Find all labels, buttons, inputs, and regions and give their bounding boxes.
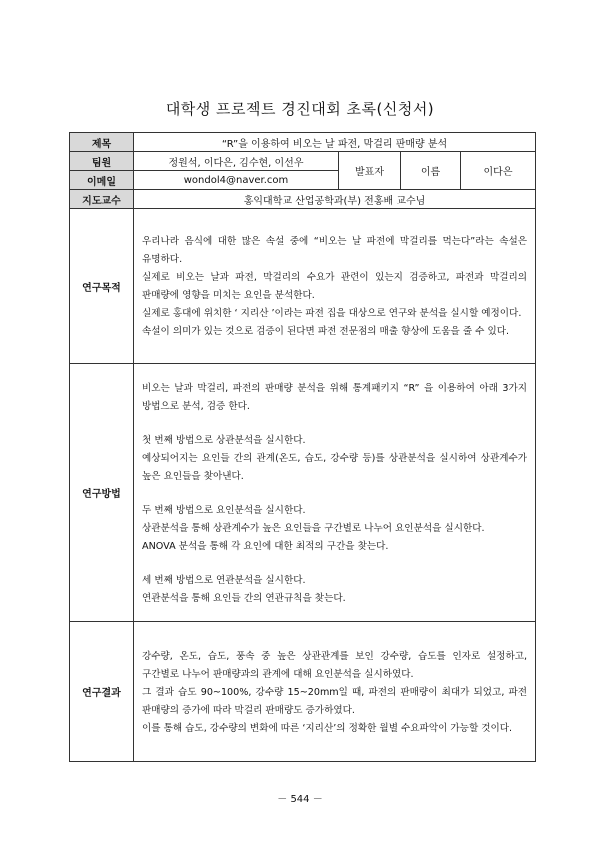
advisor-label: 지도교수 (70, 190, 134, 209)
purpose-paragraph: 속설이 의미가 있는 것으로 검증이 된다면 파전 전문점의 매출 향상에 도움을 줄 수 있다. (142, 326, 510, 337)
name-value: 이다은 (461, 152, 536, 190)
result-paragraph: 그 결과 습도 90~100%, 강수량 15~20mm일 때, 파전의 판매량이 최대가 되었고, 파전 판매량의 증가에 따라 막걸리 판매량도 증가하였다. (142, 686, 528, 716)
purpose-label: 연구목적 (70, 209, 134, 364)
method-label: 연구방법 (70, 364, 134, 622)
purpose-section (70, 209, 536, 364)
email-value: wondol4@naver.com (134, 171, 339, 190)
purpose-paragraph: 실제로 비오는 날과 파전, 막걸리의 수요가 관련이 있는지 검증하고, 파전과 막걸리의 판매량에 영향을 미치는 요인을 분석한다. (142, 272, 528, 301)
result-paragraph: 강수량, 온도, 습도, 풍속 중 높은 상관관계를 보인 강수량, 습도를 인자로 설정하고, 구간별로 나누어 판매량과의 관계에 대해 요인분석을 실시하였다. (142, 650, 528, 680)
method-paragraph: 첫 번째 방법으로 상관분석을 실시한다. (142, 434, 306, 446)
method-paragraph: 예상되어지는 요인들 간의 관계(온도, 습도, 강수량 등)를 상관분석을 실시하여 상관계수가 높은 요인들을 찾아낸다. (142, 452, 528, 482)
subject-label: 제목 (70, 133, 134, 152)
purpose-paragraph: 실제로 홍대에 위치한 ‘ 지리산 ’이라는 파전 집을 대상으로 연구와 분석을 실시할 예정이다. (142, 308, 522, 319)
purpose-body (134, 209, 536, 364)
application-form (69, 132, 536, 762)
email-label: 이메일 (70, 171, 134, 190)
result-label: 연구결과 (70, 622, 134, 762)
result-paragraph: 이를 통해 습도, 강수량의 변화에 따른 ‘지리산’의 정확한 월별 수요파악이 가능할 것이다. (142, 722, 513, 734)
team-value: 정원석, 이다은, 김수현, 이선우 (134, 152, 339, 171)
advisor-row (70, 190, 536, 209)
method-paragraph: 비오는 날과 막걸리, 파전의 판매량 분석을 위해 통계패키지 “R” 을 이용하여 아래 3가지 방법으로 분석, 검증 한다. (142, 382, 528, 412)
document-title: 대학생 프로젝트 경진대회 초록(신청서) (165, 100, 435, 118)
purpose-paragraph: 우리나라 음식에 대한 많은 속설 중에 “비오는 날 파전에 막걸리를 먹는다”라는 속설은 유명하다. (142, 236, 528, 265)
advisor-value: 홍익대학교 산업공학과(부) 전홍배 교수님 (134, 190, 536, 209)
subject-value: “R”을 이용하여 비오는 날 파전, 막걸리 판매량 분석 (134, 133, 536, 152)
result-body (134, 622, 536, 762)
name-label: 이름 (401, 152, 461, 190)
page-number: － 544 － (277, 794, 323, 805)
method-paragraph: 상관분석을 통해 상관계수가 높은 요인들을 구간별로 나누어 요인분석을 실시한다. (142, 522, 485, 534)
method-paragraph: ANOVA 분석을 통해 각 요인에 대한 최적의 구간을 찾는다. (142, 540, 389, 552)
result-section (70, 622, 536, 762)
method-body (134, 364, 536, 622)
subject-row (70, 133, 536, 152)
method-paragraph: 연관분석을 통해 요인들 간의 연관규칙을 찾는다. (142, 592, 346, 604)
method-paragraph: 세 번째 방법으로 연관분석을 실시한다. (142, 574, 306, 586)
team-row (70, 152, 536, 171)
presenter-label: 발표자 (339, 152, 401, 190)
team-label: 팀원 (70, 152, 134, 171)
method-section (70, 364, 536, 622)
method-paragraph: 두 번째 방법으로 요인분석을 실시한다. (142, 504, 306, 516)
